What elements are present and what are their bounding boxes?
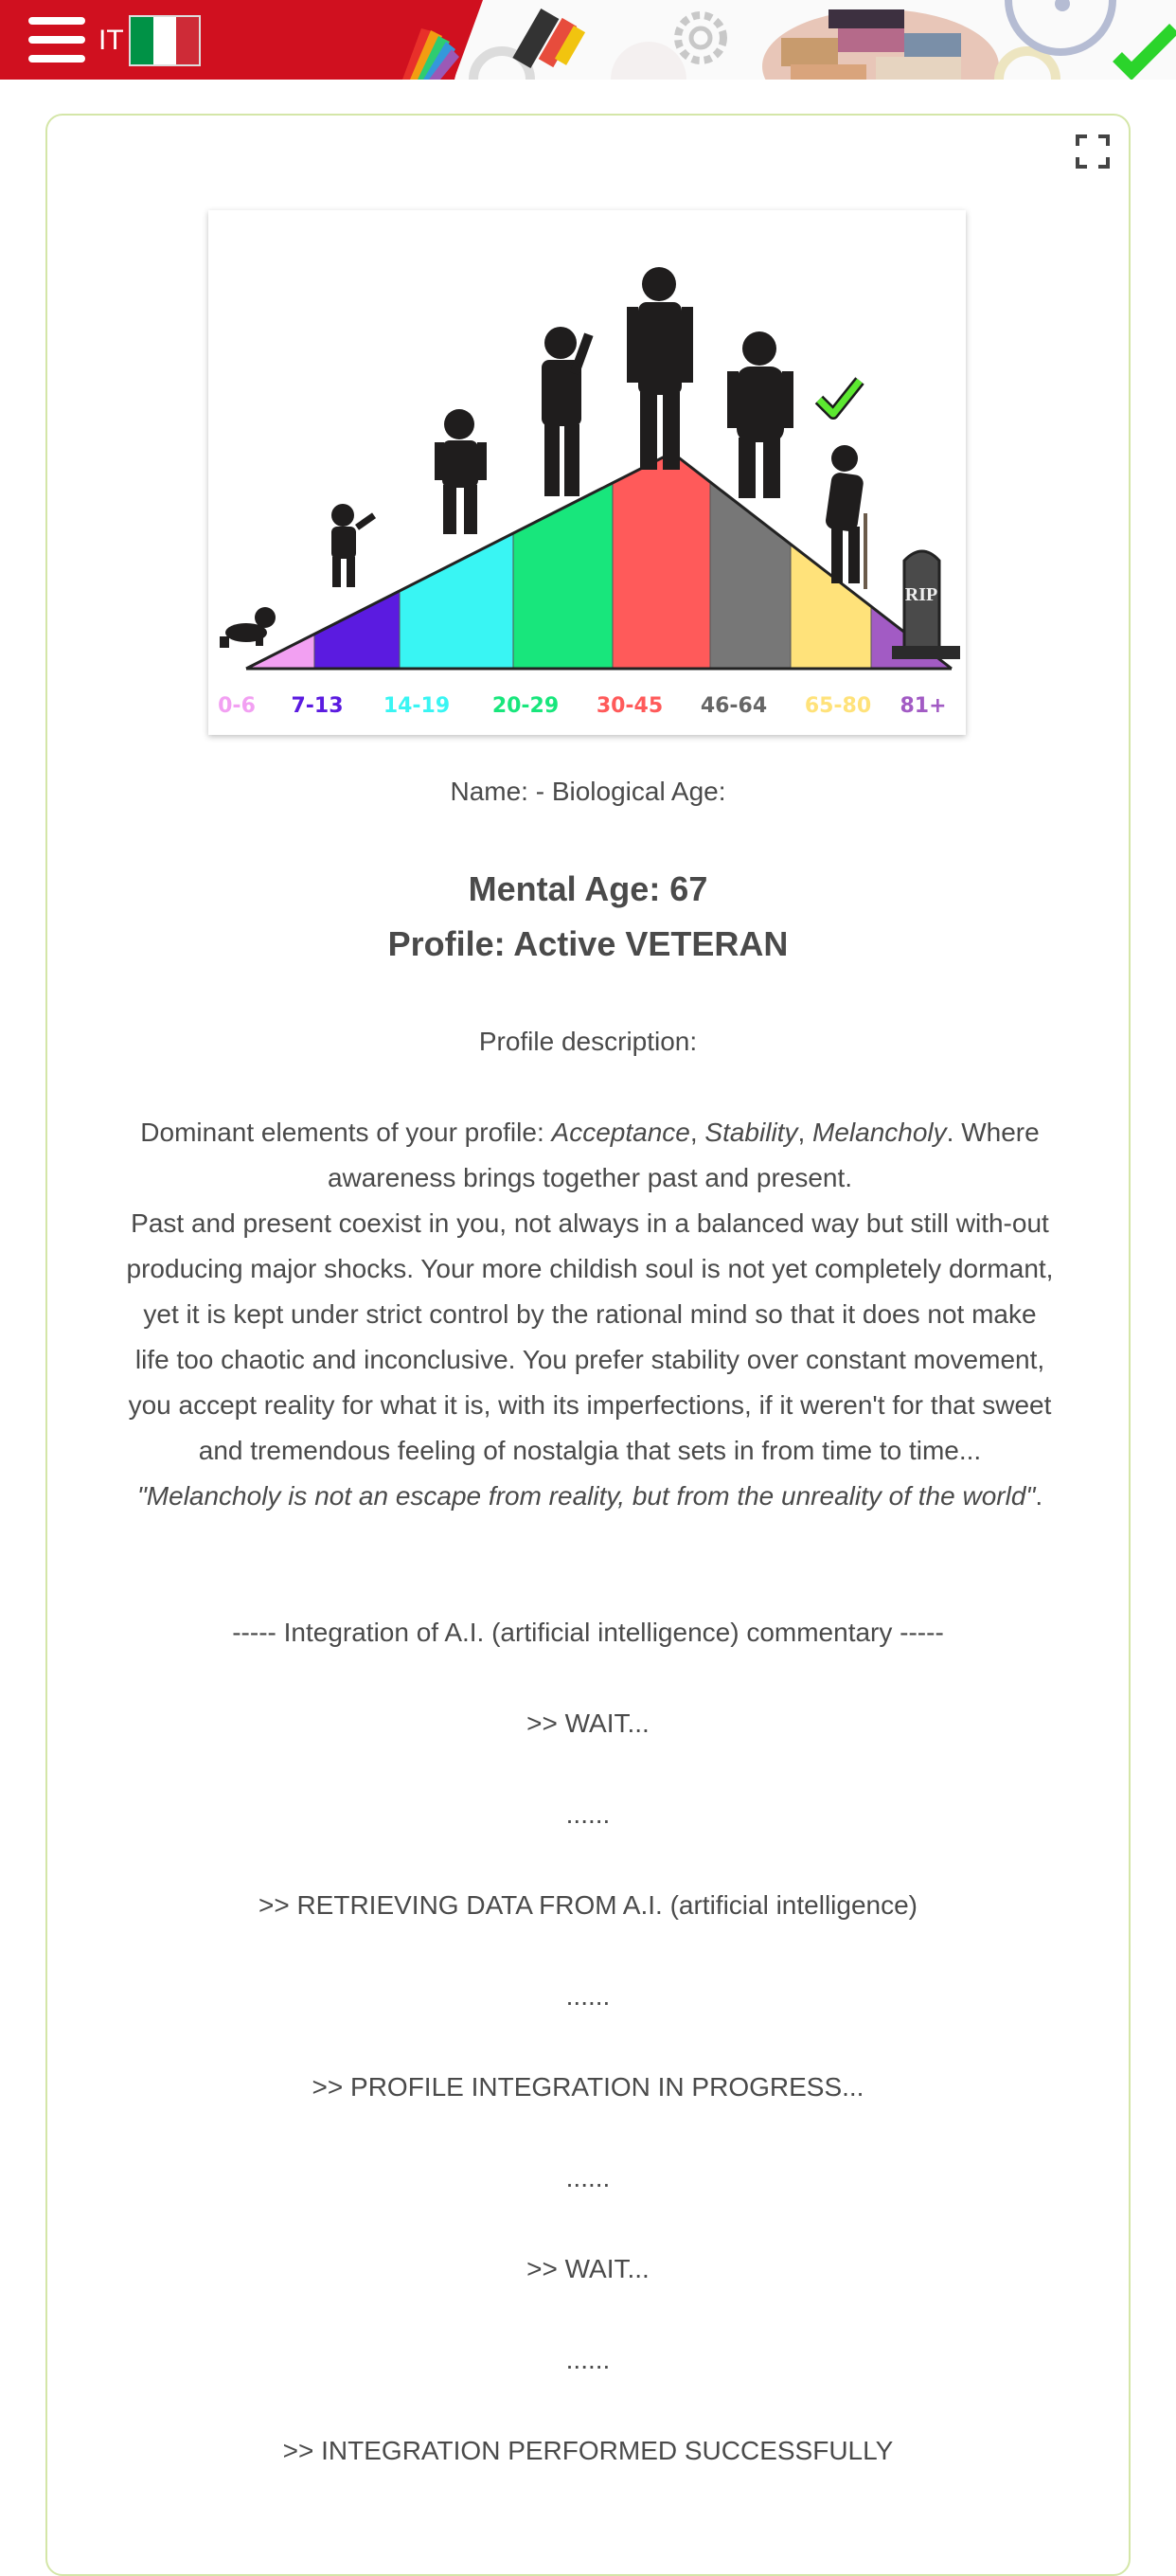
dominant-acceptance: Acceptance [551,1118,690,1147]
flag-stripe-red [176,17,199,64]
ai-log-line: >> WAIT... [526,1708,650,1738]
ai-log-line: ...... [565,1981,611,2011]
green-check-icon [1117,28,1174,71]
ai-log-line: >> WAIT... [526,2254,650,2283]
ai-log-line: ...... [565,2345,611,2374]
dominant-stability: Stability [704,1118,798,1147]
profile-type: Profile: Active VETERAN [387,924,789,963]
name-biological-age: Name: - Biological Age: [450,777,726,806]
ai-log-line: >> INTEGRATION PERFORMED SUCCESSFULLY [282,2436,894,2465]
middle-aged-silhouette [727,331,793,498]
profile-quote: "Melancholy is not an escape from reality, but from the unreality of the world" [136,1481,1036,1511]
profile-description [123,1110,1057,1519]
language-code[interactable]: IT [98,25,124,56]
ai-log-line: ----- Integration of A.I. (artificial intelligence) commentary ----- [232,1618,944,1647]
result-card [45,114,1131,2576]
age-range-label: 30-45 [596,694,664,718]
quote-end: . [1035,1481,1043,1511]
child-silhouette [435,409,487,534]
italian-flag-icon[interactable] [129,15,201,66]
separator: , [689,1118,705,1147]
age-range-label: 0-6 [218,694,256,718]
fullscreen-icon[interactable] [1076,134,1110,169]
age-range-label: 65-80 [804,694,872,718]
mental-age: Mental Age: 67 [468,869,708,908]
age-pyramid-illustration [208,210,966,735]
age-range-label: 81+ [900,694,947,718]
flag-stripe-green [131,17,153,64]
ai-log-line: ...... [565,1799,611,1829]
dominant-melancholy: Melancholy [812,1118,947,1147]
hamburger-menu-icon[interactable] [28,17,85,63]
ai-log-line: ...... [565,2163,611,2192]
profile-body-text: Past and present coexist in you, not always in a balanced way but still with-out producing major shocks. Your more childish soul is not yet completely dormant, yet it is kept under strict control by the rational mind so that it does not make life too chaotic and inconclusive. You prefer stability over constant movement, you accept reality for what it is, with its imperfections, if it weren't for that sweet and tremendous feeling of nostalgia that sets in from time to time... [126,1208,1054,1465]
tombstone-label: RIP [904,584,938,605]
pencils-icon [512,9,585,68]
flag-stripe-white [153,17,176,64]
teen-silhouette [542,327,594,496]
age-band-30-45 [613,438,710,674]
adult-silhouette [627,267,693,470]
age-range-label: 14-19 [383,694,451,718]
profile-description-heading: Profile description: [478,1027,698,1056]
elderly-silhouette [825,445,867,589]
age-range-label: 20-29 [491,694,560,718]
colorful-photo [762,9,999,80]
age-range-label: 46-64 [700,694,768,718]
ai-log-line: >> PROFILE INTEGRATION IN PROGRESS... [312,2072,864,2102]
age-pyramid-image [208,210,966,735]
ai-log-line: >> RETRIEVING DATA FROM A.I. (artificial intelligence) [258,1890,918,1920]
dominant-suffix: . Where awareness brings together past and present. [327,1118,1040,1192]
top-bar [0,0,1176,80]
age-range-label: 7-13 [291,694,344,718]
toddler-silhouette [331,504,376,587]
dominant-prefix: Dominant elements of your profile: [140,1118,552,1147]
separator: , [797,1118,813,1147]
age-band-7-13 [314,438,400,674]
age-band-20-29 [513,438,613,674]
baby-silhouette [220,607,276,648]
header-banner-image [383,0,1176,80]
gear-icon [678,15,723,61]
